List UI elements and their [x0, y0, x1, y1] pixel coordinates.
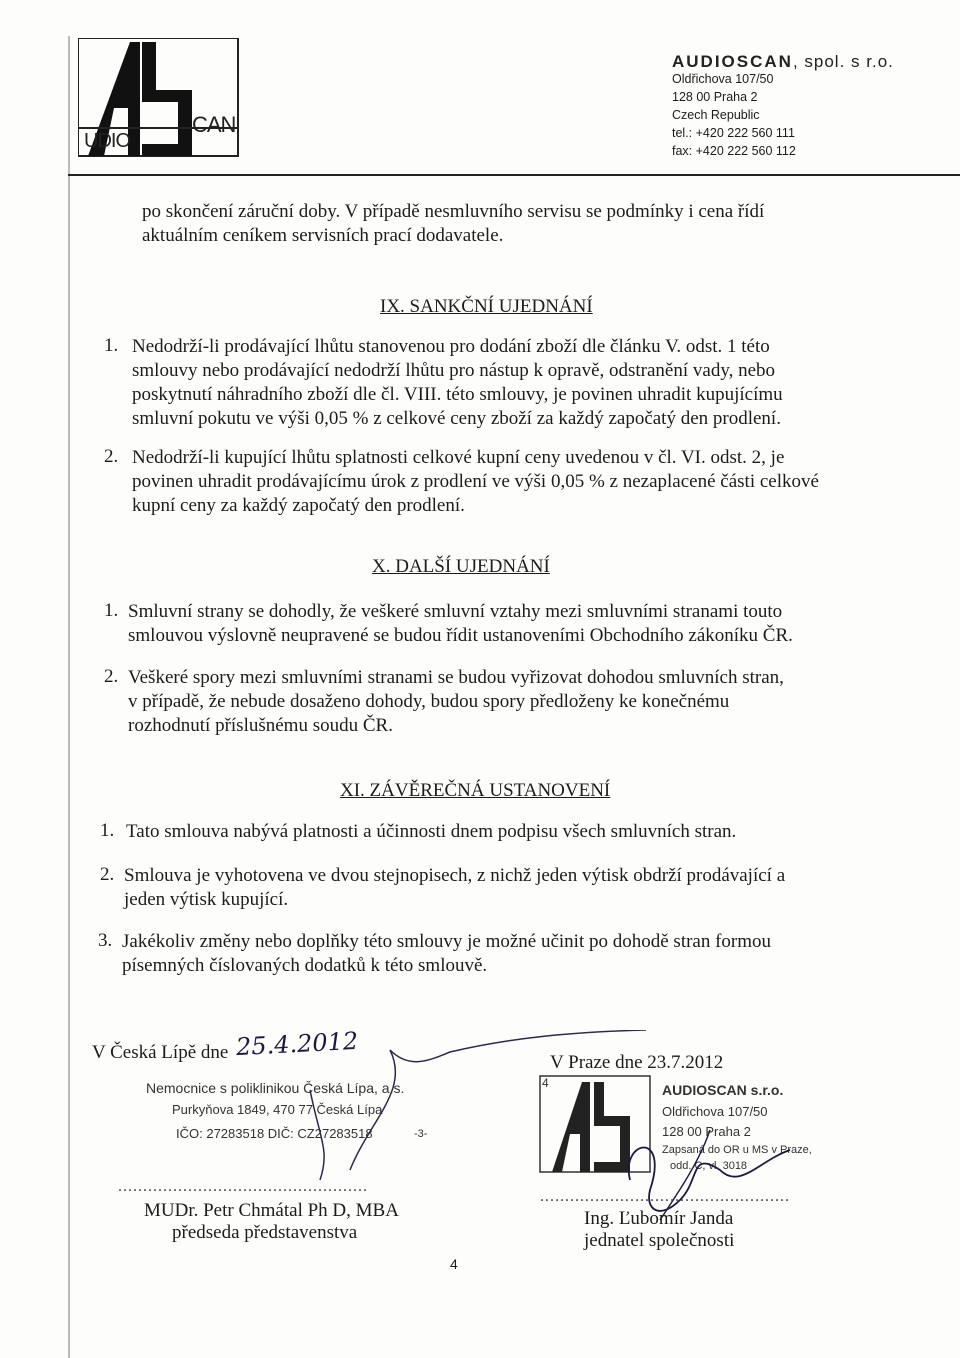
section-heading-x: X. DALŠÍ UJEDNÁNÍ [372, 556, 550, 577]
address-line: 128 00 Praha 2 [672, 90, 758, 104]
section-heading-xi: XI. ZÁVĚREČNÁ USTANOVENÍ [340, 780, 611, 801]
item-line: jeden výtisk kupující. [124, 889, 289, 910]
item-number: 2. [104, 446, 119, 467]
right-stamp-line: odd. C, vl. 3018 [670, 1160, 748, 1172]
intro-line: aktuálním ceníkem servisních prací dodavatele. [142, 225, 504, 246]
address-line: Czech Republic [672, 108, 760, 122]
item-line: povinen uhradit prodávajícímu úrok z prodlení ve výši 0,05 % z nezaplacené části celkové [132, 471, 819, 492]
right-stamp-line: AUDIOSCAN s.r.o. [662, 1082, 784, 1098]
company-name: AUDIOSCAN, spol. s r.o. [672, 52, 894, 71]
address-line: Oldřichova 107/50 [672, 72, 774, 86]
intro-line: po skončení záruční doby. V případě nesmluvního servisu se podmínky i cena řídí [142, 201, 765, 222]
left-signature-place: V Česká Lípě dne [92, 1042, 229, 1063]
address-line: fax: +420 222 560 112 [672, 144, 796, 158]
right-signature-place-date: V Praze dne 23.7.2012 [550, 1052, 724, 1073]
right-stamp-number: 4 [542, 1076, 549, 1090]
item-line: smlouvy nebo prodávající nedodrží lhůtu pro nástup k opravě, odstranění vady, nebo [132, 360, 776, 381]
item-line: Veškeré spory mezi smluvními stranami se budou vyřizovat dohodou smluvních stran, [128, 667, 784, 688]
left-signatory-role: předseda představenstva [172, 1222, 358, 1243]
margin-rule [68, 36, 70, 1358]
item-line: smlouvou výslovně neupravené se budou řídit ustanoveními Obchodního zákoníku ČR. [128, 625, 793, 646]
page-number: 4 [450, 1256, 458, 1272]
item-line: Smlouva je vyhotovena ve dvou stejnopisech, z nichž jeden výtisk obdrží prodávající a [124, 865, 786, 886]
item-number: 1. [104, 600, 119, 621]
item-line: v případě, že nebude dosaženo dohody, budou spory předloženy ke konečnému [128, 691, 730, 712]
right-signature-line: .................................................. [540, 1188, 790, 1205]
right-stamp-line: Zapsaná do OR u MS v Praze, [662, 1144, 812, 1156]
logo-udio-text: UDIO [84, 130, 130, 152]
item-line: poskytnutí náhradního zboží dle čl. VIII. této smlouvy, je povinen uhradit kupujícímu [132, 384, 783, 405]
item-line: Nedodrží-li kupující lhůtu splatnosti celkové kupní ceny uvedenou v čl. VI. odst. 2, je [132, 447, 785, 468]
item-number: 2. [104, 666, 119, 687]
left-stamp-mark: -3- [414, 1128, 428, 1140]
logo-can-text: CAN [192, 112, 236, 137]
item-number: 2. [100, 864, 115, 885]
left-signature-line: .................................................. [118, 1178, 368, 1195]
right-signatory-role: jednatel společnosti [584, 1230, 735, 1251]
left-handwritten-date: 25.4.2012 [235, 1026, 359, 1062]
item-line: Nedodrží-li prodávající lhůtu stanovenou pro dodání zboží dle článku V. odst. 1 této [132, 336, 770, 357]
item-line: Jakékoliv změny nebo doplňky této smlouvy je možné učinit po dohodě stran formou [122, 931, 772, 952]
item-line: písemných číslovaných dodatků k této smlouvě. [122, 955, 488, 976]
address-line: tel.: +420 222 560 111 [672, 126, 795, 140]
section-heading-ix: IX. SANKČNÍ UJEDNÁNÍ [380, 296, 593, 317]
item-line: rozhodnutí příslušnému soudu ČR. [128, 715, 393, 736]
right-stamp-line: 128 00 Praha 2 [662, 1124, 751, 1139]
left-stamp-line: Nemocnice s poliklinikou Česká Lípa, a.s. [146, 1080, 405, 1096]
right-stamp-line: Oldřichova 107/50 [662, 1104, 768, 1119]
item-line: smluvní pokutu ve výši 0,05 % z celkové ceny zboží za každý započatý den prodlení. [132, 408, 781, 429]
item-number: 1. [104, 335, 119, 356]
left-stamp-line: IČO: 27283518 DIČ: CZ27283518 [176, 1126, 373, 1141]
right-signatory-name: Ing. Ľubomír Janda [584, 1208, 734, 1229]
left-stamp-line: Purkyňova 1849, 470 77 Česká Lípa [172, 1102, 383, 1117]
item-line: Smluvní strany se dohodly, že veškeré smluvní vztahy mezi smluvními stranami touto [128, 601, 783, 622]
header-rule [68, 174, 960, 176]
left-signatory-name: MUDr. Petr Chmátal Ph D, MBA [144, 1200, 399, 1221]
item-number: 1. [100, 820, 115, 841]
item-number: 3. [98, 930, 113, 951]
item-line: kupní ceny za každý započatý den prodlení. [132, 495, 465, 516]
item-line: Tato smlouva nabývá platnosti a účinnosti dnem podpisu všech smluvních stran. [126, 821, 737, 842]
